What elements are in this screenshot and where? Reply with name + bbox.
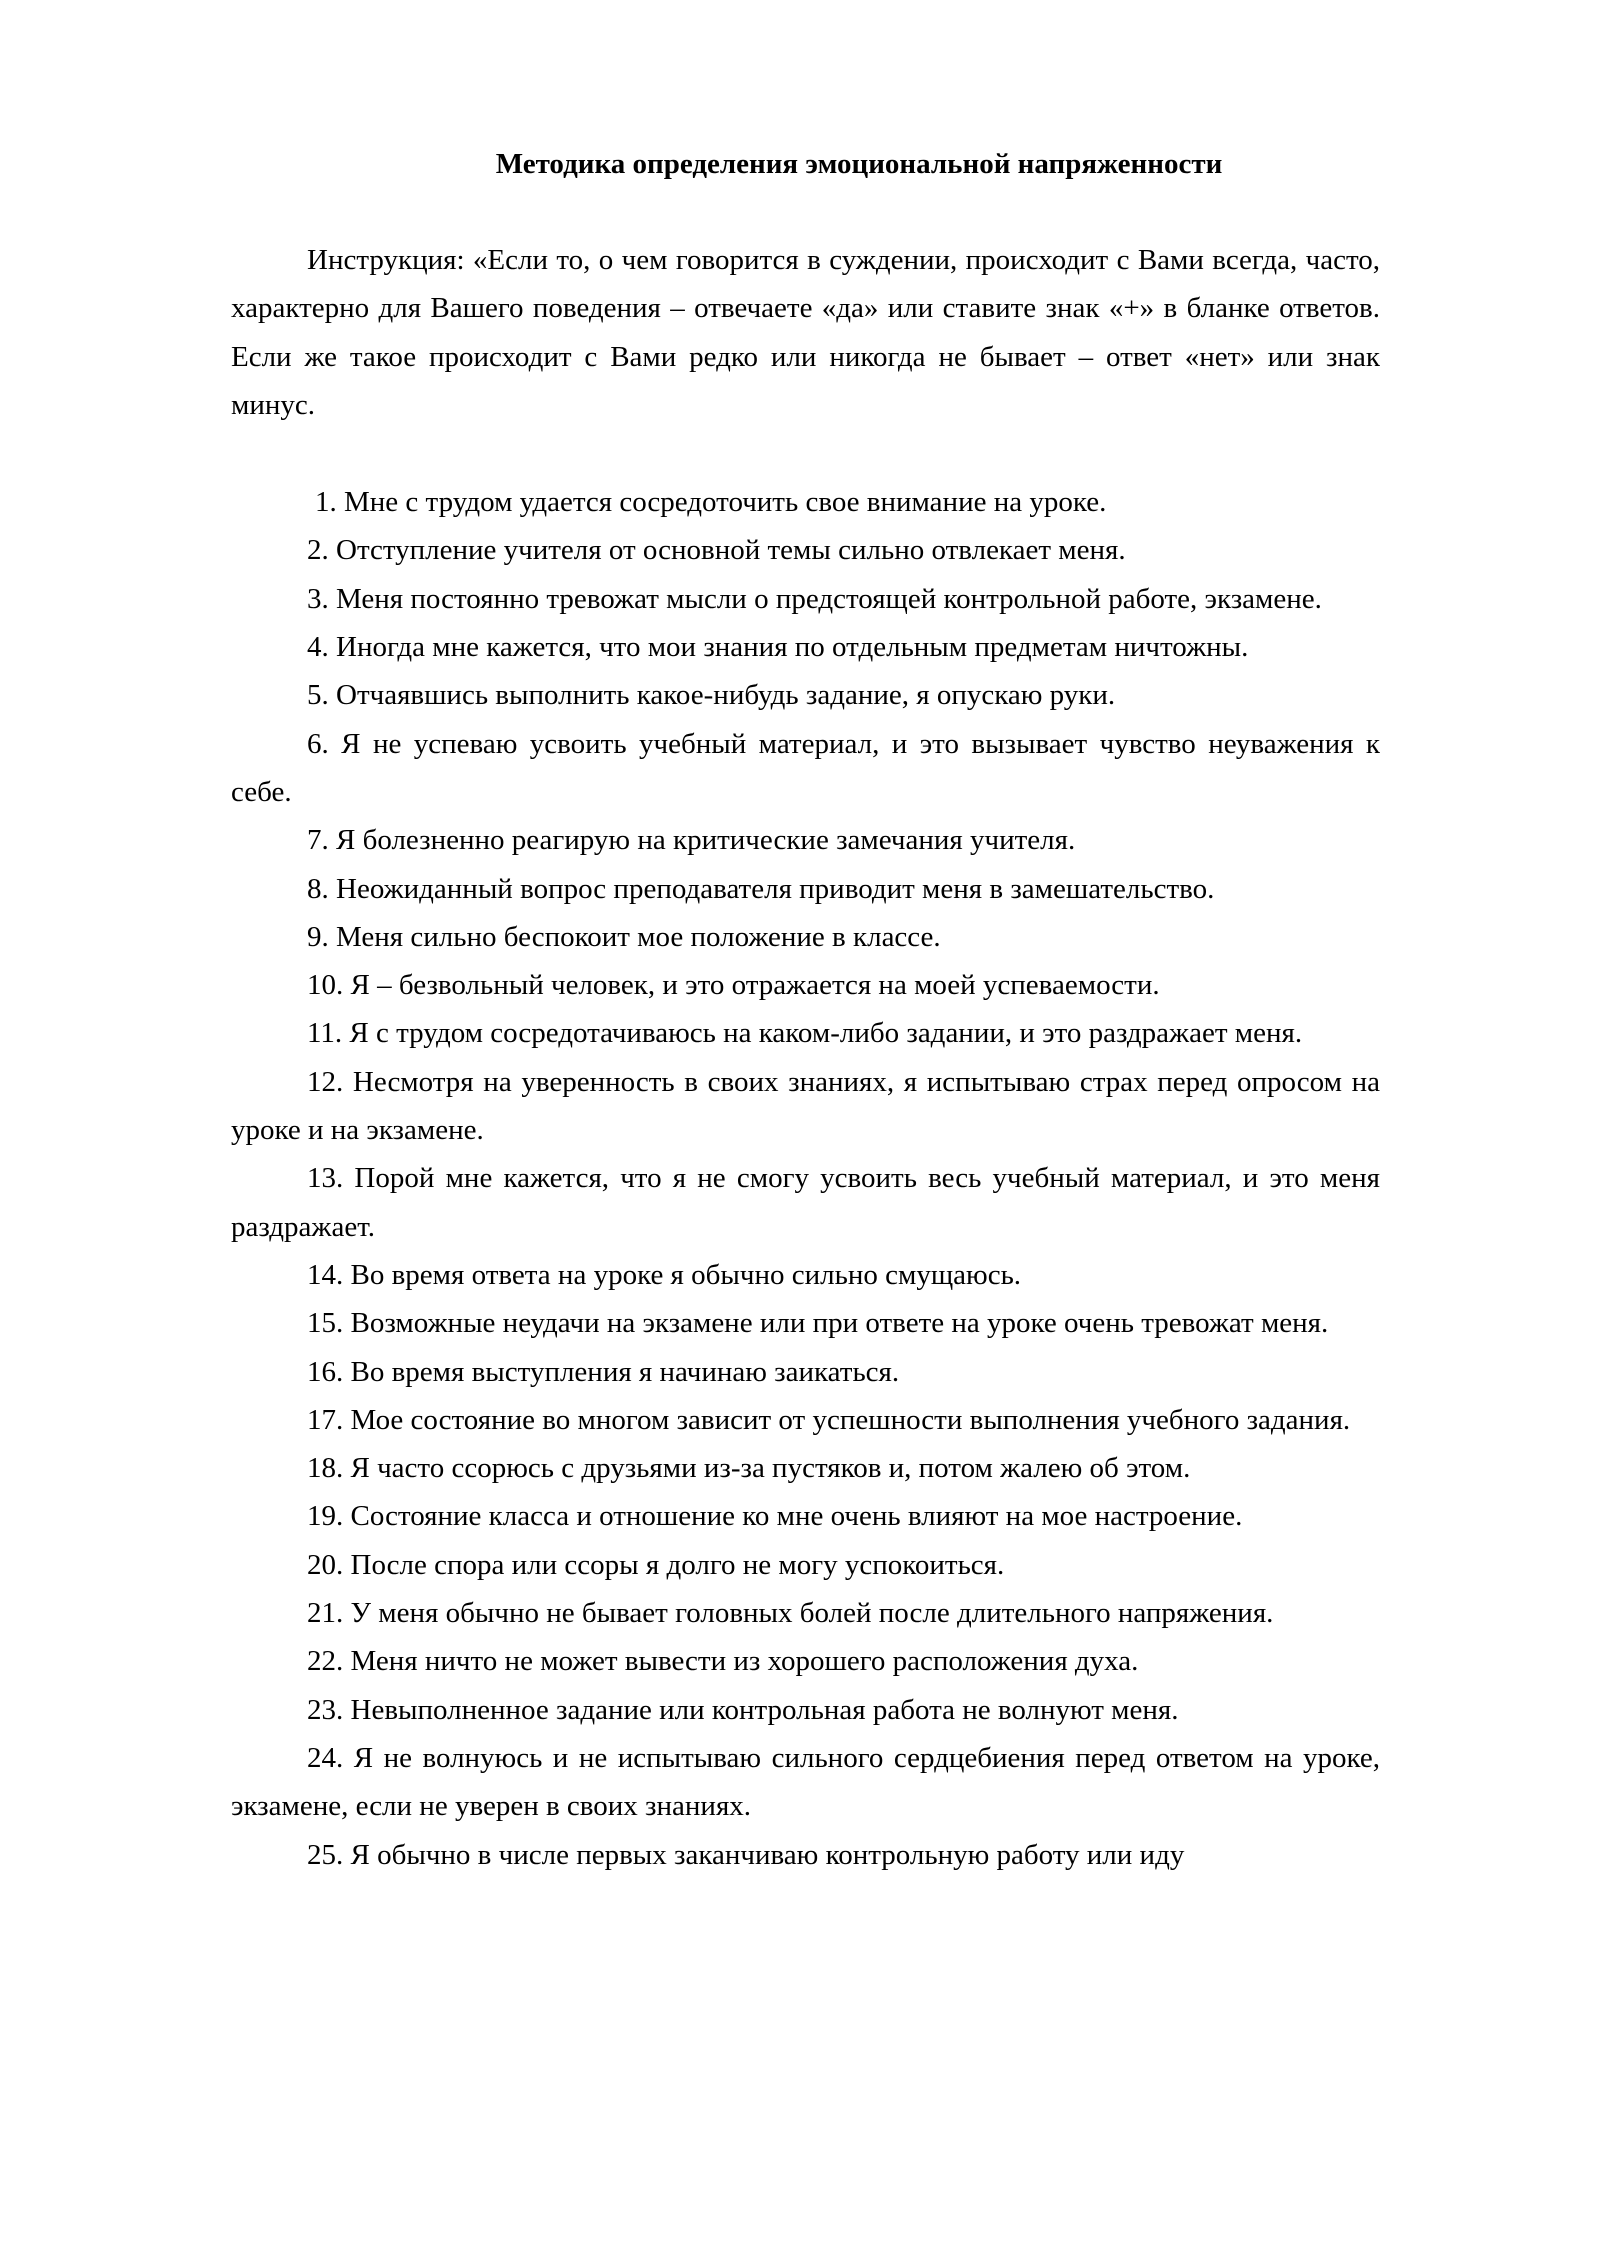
statement-item: 22. Меня ничто не может вывести из хорошего расположения духа.: [307, 1645, 1139, 1678]
statement-item: 1. Мне с трудом удается сосредоточить свое внимание на уроке.: [315, 486, 1107, 519]
document-page: [231, 140, 1380, 1879]
statement-item: 5. Отчаявшись выполнить какое-нибудь задание, я опускаю руки.: [307, 679, 1116, 712]
statement-item: 23. Невыполненное задание или контрольная работа не волнуют меня.: [307, 1693, 1179, 1726]
statement-item: 25. Я обычно в числе первых заканчиваю контрольную работу или иду: [307, 1838, 1185, 1871]
instruction-paragraph: Инструкция: «Если то, о чем говорится в суждении, происходит с Вами всегда, часто, характерно для Вашего поведения – отвечаете «да» или ставите знак «+» в бланке ответов. Если же такое происходит с Вами редко или никогда не бывает – ответ «нет» или знак минус.: [231, 244, 1380, 421]
statement-item: 21. У меня обычно не бывает головных болей после длительного напряжения.: [307, 1597, 1274, 1630]
statement-list: [231, 478, 1380, 1879]
statement-item: 14. Во время ответа на уроке я обычно сильно смущаюсь.: [307, 1258, 1022, 1291]
statement-item: 15. Возможные неудачи на экзамене или при ответе на уроке очень тревожат меня.: [307, 1307, 1329, 1340]
statement-item: 6. Я не успеваю усвоить учебный материал, и это вызывает чувство неуважения к себе.: [231, 727, 1380, 808]
statement-item: 18. Я часто ссорюсь с друзьями из-за пустяков и, потом жалею об этом.: [307, 1452, 1191, 1485]
statement-item: 17. Мое состояние во многом зависит от успешности выполнения учебного задания.: [307, 1403, 1351, 1436]
statement-item: 24. Я не волнуюсь и не испытываю сильного сердцебиения перед ответом на уроке, экзамене, если не уверен в своих знаниях.: [231, 1741, 1380, 1823]
statement-item: 11. Я с трудом сосредотачиваюсь на каком-либо задании, и это раздражает меня.: [307, 1017, 1303, 1050]
statement-item: 8. Неожиданный вопрос преподавателя приводит меня в замешательство.: [307, 872, 1215, 905]
statement-item: 12. Несмотря на уверенность в своих знаниях, я испытываю страх перед опросом на уроке и на экзамене.: [231, 1065, 1380, 1147]
statement-item: 16. Во время выступления я начинаю заикаться.: [307, 1355, 900, 1388]
statement-item: 3. Меня постоянно тревожат мысли о предстоящей контрольной работе, экзамене.: [307, 582, 1322, 615]
statement-item: 10. Я – безвольный человек, и это отражается на моей успеваемости.: [307, 969, 1160, 1002]
statement-item: 20. После спора или ссоры я долго не могу успокоиться.: [307, 1548, 1005, 1581]
statement-item: 2. Отступление учителя от основной темы сильно отвлекает меня.: [307, 534, 1126, 567]
statement-item: 9. Меня сильно беспокоит мое положение в классе.: [307, 920, 941, 953]
document-title: Методика определения эмоциональной напряженности: [495, 148, 1223, 180]
statement-item: 19. Состояние класса и отношение ко мне очень влияют на мое настроение.: [307, 1500, 1243, 1533]
statement-item: 13. Порой мне кажется, что я не смогу усвоить весь учебный материал, и это меня раздражает.: [231, 1162, 1380, 1243]
statement-item: 4. Иногда мне кажется, что мои знания по отдельным предметам ничтожны.: [307, 631, 1249, 664]
statement-item: 7. Я болезненно реагирую на критические замечания учителя.: [307, 824, 1076, 857]
